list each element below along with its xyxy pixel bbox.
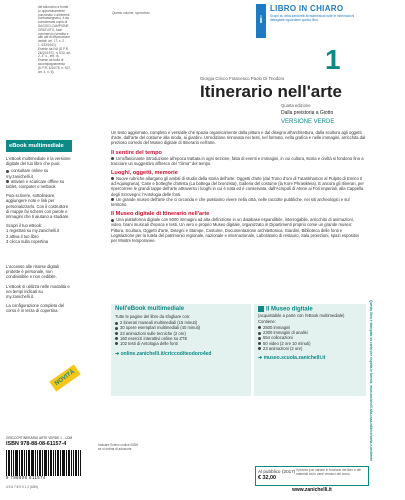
legal-line: art. 4, n. 6). <box>38 69 55 74</box>
price-box <box>255 466 369 486</box>
legal-line: 26/10/1972, n. 633, art. <box>38 50 71 55</box>
bullet-icon <box>258 326 261 329</box>
arrow-right-icon: ➜ <box>258 355 263 361</box>
legal-line: (D.P.R. 6/10/78, n. 627, <box>38 65 72 70</box>
bullet-icon <box>6 170 9 173</box>
ebook-box-intro: Tutte le pagine del libro da sfogliare con: <box>115 314 191 319</box>
bullet-icon <box>111 198 114 201</box>
sidebar-item-online: consultare online su my.zanichelli.it <box>6 168 49 179</box>
novita-badge: NOVITÀ <box>49 364 80 391</box>
legal-line: contrassegnato), è da <box>38 16 69 21</box>
sample-notice: Questo volume, sprovvisto <box>112 11 150 15</box>
libro-in-chiaro-box <box>256 4 368 52</box>
ebook-step-2: 2 attiva il tuo libro <box>6 233 39 239</box>
ebook-note-1: L'accesso alle risorse digitali protette è personale, non condivisibile e non cedibile. <box>6 264 59 280</box>
volume-number: 1 <box>325 44 341 75</box>
bullet-icon <box>111 157 114 160</box>
price-value: € 32,00 <box>258 475 276 481</box>
ebook-item: 23 animazioni sulle tecniche (2 ore) <box>115 331 247 336</box>
version: VERSIONE VERDE <box>281 119 335 125</box>
legal-line: Esente da bolla di <box>38 58 64 63</box>
legal-line: accompagnamento <box>38 61 66 66</box>
ebook-item: 160 esercizi interattivi online su ZTE <box>115 336 247 341</box>
bullet-icon <box>115 342 118 345</box>
ebook-item: 102 testi di Antologia delle fonti <box>115 341 247 346</box>
spine-text: Questo libro è stampato su carta che rispetta le foreste. www.zanichelli.it/la-casa-editrice/carta-e-ambiente <box>369 300 373 462</box>
ebook-step-1: 1 registrati su my.zanichelli.it <box>6 228 60 234</box>
libro-in-chiaro-title: LIBRO IN CHIARO <box>270 4 344 13</box>
ebook-note-2: L'eBook si utilizza nelle modalità e nei tempi indicati su my.zanichelli.it. <box>6 283 70 300</box>
museo-item: 2500 immagini <box>258 325 362 330</box>
museo-box-subheading: (acquistabile a parte con l'eBook multimediale) <box>258 312 345 318</box>
section-museo-text: Una piattaforma digitale con 5000 immagini ad alta definizione in un database espandibile, interrogabile, arricchito di animazioni, video, brani musicali d'epoca e testi. Un vero e proprio Museo digitale, organizzato in Dipartimenti proprio come un grande museo: Pittura, Scultura, Oggetti d'arte, Disegni e Stampe, Costume, Documentazione architettonica, Giardini, Biblioteca delle fonti e Legislazione per la tutela del patrimonio regionale, nazionale e internazionale, Laboratorio di restauro, Sala proiezioni, spazi espositivi per Mostre temporanee. <box>111 217 359 244</box>
museum-icon <box>258 306 264 312</box>
sidebar-item-offline: attivare e scaricare offline su tablet, computer e netbook <box>6 178 65 190</box>
bullet-icon <box>111 219 114 222</box>
legal-line: L. 633/1941). <box>38 42 57 47</box>
legal-line: SAGGIO-CAMPIONE <box>38 23 69 28</box>
ebook-item: 2 itinerari museali multimediali (15 minuti) <box>115 320 247 325</box>
ebook-sidebar-middle: Puoi scrivere, sottolineare, aggiungere note e link per personalizzarlo. Con il costruttore di mappe fai schemi con parole e immagini che ti aiutano a studiare. <box>6 193 70 220</box>
section-luoghi-text-2: Un grande museo dell'arte che ci circonda e che possiamo vivere nella città, nelle raccolte pubbliche, nei siti archeologici e sul territorio. <box>111 196 350 208</box>
ebook-sidebar-intro: L'eBook multimediale è la versione digitale del tuo libro che puoi: <box>6 156 71 167</box>
barcode-side-note: Indicare l'intero codice ISBN se si ordina di adozione <box>98 443 138 451</box>
legal-line: (o opportunamente <box>38 8 65 13</box>
bullet-icon <box>115 322 118 325</box>
legal-line: punzonato o altrimenti <box>38 12 70 17</box>
edition: Quarta edizione <box>281 103 311 108</box>
section-tempo-heading: Il sentire del tempo <box>111 149 162 156</box>
bullet-icon <box>115 327 118 330</box>
barcode-bars <box>6 450 94 476</box>
museo-box-link[interactable]: ➜ museo.scuola.zanichelli.it <box>258 355 326 361</box>
authors: Giorgio Cricco Francesco Paolo Di Teodoro <box>200 76 285 81</box>
bullet-icon <box>115 337 118 340</box>
intro-text: Un testo aggiornato, completo e versatile che spazia organicamente dalla pittura e dal disegno all'architettura, dalla scultura agli oggetti d'arte, dall'arte del costume alla moda, ai giardini. Un'edizione rinnovata nei testi, nel formato, nella grafica e nelle immagini, arricchita dal prezioso corredo del Museo digitale di Itinerario nell'arte. <box>111 130 366 146</box>
arrow-right-icon: ➜ <box>115 351 120 358</box>
ebook-step-3: 3 clicca sulla copertina <box>6 238 49 244</box>
ebook-sidebar-title: eBook multimediale <box>6 140 72 152</box>
price-note: Il prezzo può variare in funzione del libro e dei materiali tra le varie versioni del corso. <box>296 468 362 476</box>
legal-line: Esente da IVA (D.P.R. <box>38 46 69 51</box>
section-museo-heading: Il Museo digitale di Itinerario nell'arte <box>111 211 210 218</box>
bullet-icon <box>115 332 118 335</box>
museo-box <box>254 304 366 396</box>
bullet-icon <box>258 342 261 345</box>
website[interactable]: www.zanichelli.it <box>292 487 332 493</box>
section-luoghi-heading: Luoghi, oggetti, memorie <box>111 170 178 177</box>
price-year: (2017) <box>282 469 296 474</box>
bullet-icon <box>111 177 114 180</box>
price-label: Al pubblico <box>258 469 281 474</box>
legal-notice <box>38 6 74 74</box>
legal-line: GRATUITO, fuori <box>38 27 63 32</box>
museo-item: 50 video (2 ore 10 minuti) <box>258 341 362 346</box>
main-content <box>111 130 366 243</box>
barcode-bottom-code: 4 5 6 7 8 9 0 1 2 (60N) <box>6 485 38 489</box>
ebook-box <box>111 304 251 396</box>
bullet-icon <box>258 337 261 340</box>
legal-line: del talloncino a fronte <box>38 5 69 9</box>
isbn-text: ISBN 978-88-08-61157-4 <box>6 441 67 447</box>
ebook-sidebar <box>6 140 72 440</box>
ebook-steps-intro: Scopri il tuo eBook: <box>6 223 43 229</box>
museo-item: 554 collocazioni <box>258 335 362 340</box>
bullet-icon <box>258 332 261 335</box>
museo-box-heading: Il Museo digitale <box>254 304 366 313</box>
museo-box-intro: Contiene: <box>258 318 276 324</box>
bullet-icon <box>258 347 261 350</box>
section-luoghi-text: Nuove rubriche allargano gli ambiti di studio della storia dell'arte: Oggetti d'arte (dal Trono d'oro di Tutankhamon al Pulpito di Enrico II ad Aquisgrana), Case e botteghe d'artista (La bottega del bronzista), Galleria del costume (la Kore Phrasikleia). E ancora gli Itinerari, per ripercorrere le grandi tappe dell'arte attraverso i luoghi in cui è nata ed è conservata, dall'Acropoli di Atene ai Fori imperiali, alla Cappella degli Scrovegni; l'Antologia delle fonti. <box>111 176 364 197</box>
legal-line: vietati: art. 17, c. 2 <box>38 39 65 44</box>
legal-line: 2, 3° c., lett. d). <box>38 54 60 59</box>
bullet-icon <box>6 180 9 183</box>
legal-line: considerarsi copia di <box>38 20 68 25</box>
museo-item: 2300 immagini di analisi <box>258 330 362 335</box>
ebook-box-link[interactable]: ➜ online.zanichelli.it/criccoditeodoro4ed <box>115 351 212 358</box>
ebook-note-3: La configurazione completa del corso è in terza di copertina. <box>6 303 64 314</box>
ebook-box-heading: Nell'eBook multimediale <box>115 306 185 312</box>
barcode-digits: 9 788808 611574 <box>6 475 46 480</box>
barcode <box>6 450 94 482</box>
barcode-top-text: GRICCO*ITINERARIO ARTE VERDE 1 ...LDM <box>6 436 73 440</box>
legal-line: commercio (vendita e <box>38 31 69 36</box>
legal-line: altri atti di disposizione <box>38 35 71 40</box>
libro-in-chiaro-text: Scopri su www.zanichelli.it/chiaroebook tutte le informazioni dettagliate riguardanti questo libro. <box>270 14 355 22</box>
book-title: Itinerario nell'arte <box>200 82 342 101</box>
ebook-item: 30 opere esemplari multimediali (40 minuti) <box>115 325 247 330</box>
section-tempo-text: Un'affascinante introduzione all'epoca trattata in ogni sezione, fatta di eventi e immagini, in cui cultura, storia e civiltà si fondono fino a tracciare un suggestivo affresco del "clima" del tempo. <box>111 155 364 166</box>
info-icon: i <box>256 4 266 38</box>
museo-item: 23 animazioni (2 ore) <box>258 346 362 351</box>
subtitle: Dalla preistoria a Giotto <box>281 110 334 116</box>
